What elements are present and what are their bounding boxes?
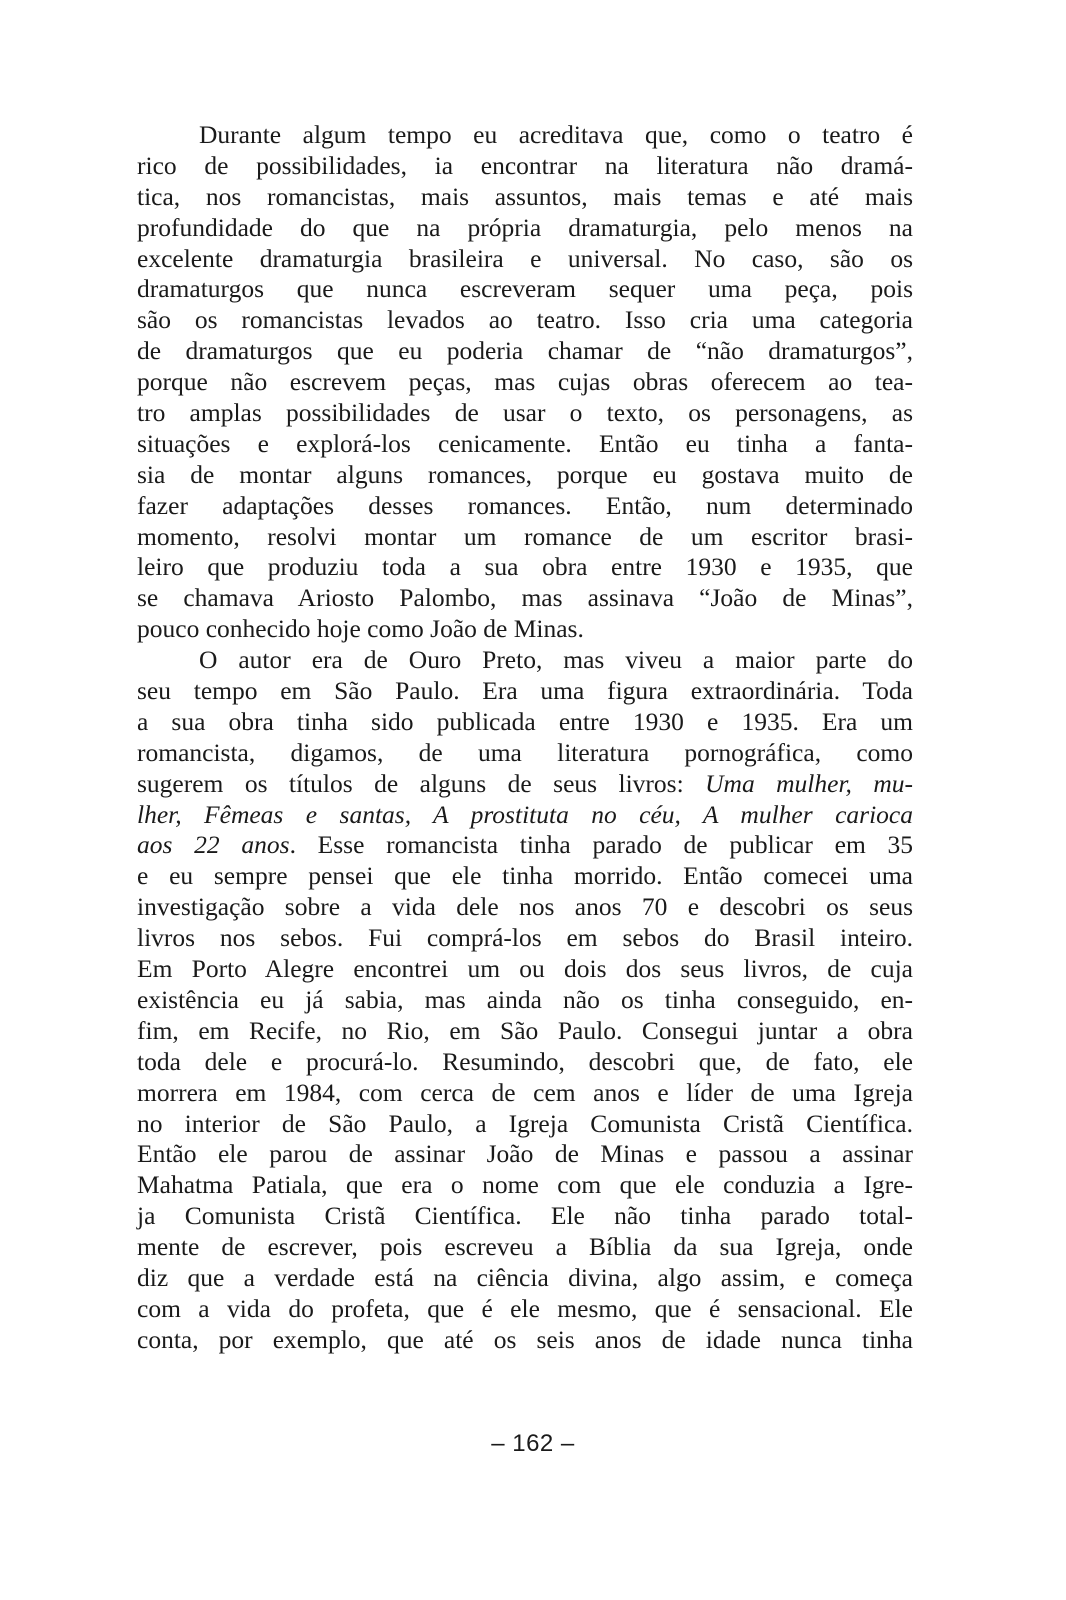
text-segment: a sua obra tinha sido publicada entre 1930 e 1935. Era um <box>137 706 913 736</box>
text-segment: mente de escrever, pois escreveu a Bíblia da sua Igreja, onde <box>137 1232 913 1262</box>
text-segment: profundidade do que na própria dramaturgia, pelo menos na <box>137 212 913 242</box>
text-line <box>137 1047 913 1078</box>
text-line <box>137 1016 913 1047</box>
text-line <box>137 800 913 831</box>
text-segment: toda dele e procurá-lo. Resumindo, descobri que, de fato, ele <box>137 1046 913 1076</box>
text-line <box>137 305 913 336</box>
text-line <box>137 769 913 800</box>
text-line <box>137 182 913 213</box>
text-line <box>137 861 913 892</box>
text-line <box>137 830 913 861</box>
italic-title-segment: lher, Fêmeas e santas, A prostituta no céu, A mulher carioca <box>137 799 913 829</box>
text-line <box>137 244 913 275</box>
text-segment: Mahatma Patiala, que era o nome com que ele conduzia a Igre- <box>137 1170 913 1200</box>
text-segment: morrera em 1984, com cerca de cem anos e líder de uma Igreja <box>137 1077 913 1107</box>
text-segment: livros nos sebos. Fui comprá-los em sebos do Brasil inteiro. <box>137 923 913 953</box>
text-line <box>137 1170 913 1201</box>
text-line <box>137 707 913 738</box>
text-segment: no interior de São Paulo, a Igreja Comunista Cristã Científica. <box>137 1108 913 1138</box>
text-line <box>137 1263 913 1294</box>
text-line <box>137 213 913 244</box>
text-line <box>137 120 913 151</box>
text-line <box>137 460 913 491</box>
text-segment: tica, nos romancistas, mais assuntos, mais temas e até mais <box>137 181 913 211</box>
text-segment: de dramaturgos que eu poderia chamar de “não dramaturgos”, <box>137 336 913 366</box>
text-line <box>137 954 913 985</box>
text-segment: excelente dramaturgia brasileira e universal. No caso, são os <box>137 243 913 273</box>
text-line <box>137 522 913 553</box>
text-line <box>137 429 913 460</box>
text-segment: leiro que produziu toda a sua obra entre 1930 e 1935, que <box>137 552 913 582</box>
text-segment: Então ele parou de assinar João de Minas e passou a assinar <box>137 1139 913 1169</box>
text-segment: Em Porto Alegre encontrei um ou dois dos seus livros, de cuja <box>137 954 913 984</box>
text-line <box>137 985 913 1016</box>
text-line <box>137 552 913 583</box>
text-segment: momento, resolvi montar um romance de um escritor brasi- <box>137 521 913 551</box>
paragraph <box>137 120 913 645</box>
text-segment: rico de possibilidades, ia encontrar na literatura não dramá- <box>137 150 913 180</box>
text-segment: O autor era de Ouro Preto, mas viveu a maior parte do <box>199 645 913 675</box>
text-line <box>137 398 913 429</box>
text-segment: Durante algum tempo eu acreditava que, como o teatro é <box>199 120 913 149</box>
text-segment: tro amplas possibilidades de usar o texto, os personagens, as <box>137 398 913 428</box>
text-line <box>137 151 913 182</box>
text-segment: são os romancistas levados ao teatro. Isso cria uma categoria <box>137 305 913 335</box>
text-segment: seu tempo em São Paulo. Era uma figura extraordinária. Toda <box>137 676 913 706</box>
text-segment: sugerem os títulos de alguns de seus livros: <box>137 768 706 798</box>
text-segment: situações e explorá-los cenicamente. Então eu tinha a fanta- <box>137 428 913 458</box>
text-line <box>137 892 913 923</box>
text-segment: sia de montar alguns romances, porque eu gostava muito de <box>137 459 913 489</box>
text-line <box>137 738 913 769</box>
text-line <box>137 676 913 707</box>
text-line <box>137 583 913 614</box>
text-line <box>137 1078 913 1109</box>
text-segment: conta, por exemplo, que até os seis anos de idade nunca tinha <box>137 1324 913 1354</box>
text-segment: investigação sobre a vida dele nos anos 70 e descobri os seus <box>137 892 913 922</box>
text-segment: porque não escrevem peças, mas cujas obras oferecem ao tea- <box>137 367 913 397</box>
italic-title-segment: aos 22 anos <box>137 830 290 860</box>
text-segment: com a vida do profeta, que é ele mesmo, que é sensacional. Ele <box>137 1293 913 1323</box>
text-segment: dramaturgos que nunca escreveram sequer uma peça, pois <box>137 274 913 304</box>
text-segment: romancista, digamos, de uma literatura pornográfica, como <box>137 737 913 767</box>
text-line <box>137 367 913 398</box>
text-line <box>137 1201 913 1232</box>
text-line <box>137 1232 913 1263</box>
text-line <box>137 1139 913 1170</box>
text-line <box>137 614 913 645</box>
text-segment: . Esse romancista tinha parado de publicar em 35 <box>289 830 913 860</box>
text-segment: fim, em Recife, no Rio, em São Paulo. Consegui juntar a obra <box>137 1015 913 1045</box>
text-segment: pouco conhecido hoje como João de Minas. <box>137 614 584 644</box>
text-line <box>137 1325 913 1356</box>
text-line <box>137 491 913 522</box>
text-line <box>137 274 913 305</box>
text-segment: fazer adaptações desses romances. Então, num determinado <box>137 490 913 520</box>
text-line <box>137 645 913 676</box>
text-segment: diz que a verdade está na ciência divina, algo assim, e começa <box>137 1262 913 1292</box>
text-line <box>137 1109 913 1140</box>
text-segment: ja Comunista Cristã Científica. Ele não tinha parado total- <box>137 1201 913 1231</box>
text-line <box>137 923 913 954</box>
text-segment: e eu sempre pensei que ele tinha morrido. Então comecei uma <box>137 861 913 891</box>
text-line <box>137 1294 913 1325</box>
page-number: – 162 – <box>491 1430 575 1457</box>
text-segment: existência eu já sabia, mas ainda não os tinha conseguido, en- <box>137 984 913 1014</box>
text-segment: se chamava Ariosto Palombo, mas assinava “João de Minas”, <box>137 583 913 613</box>
text-line <box>137 336 913 367</box>
italic-title-segment: Uma mulher, mu- <box>705 768 914 798</box>
paragraph <box>137 645 913 1355</box>
body-text <box>137 120 913 1356</box>
